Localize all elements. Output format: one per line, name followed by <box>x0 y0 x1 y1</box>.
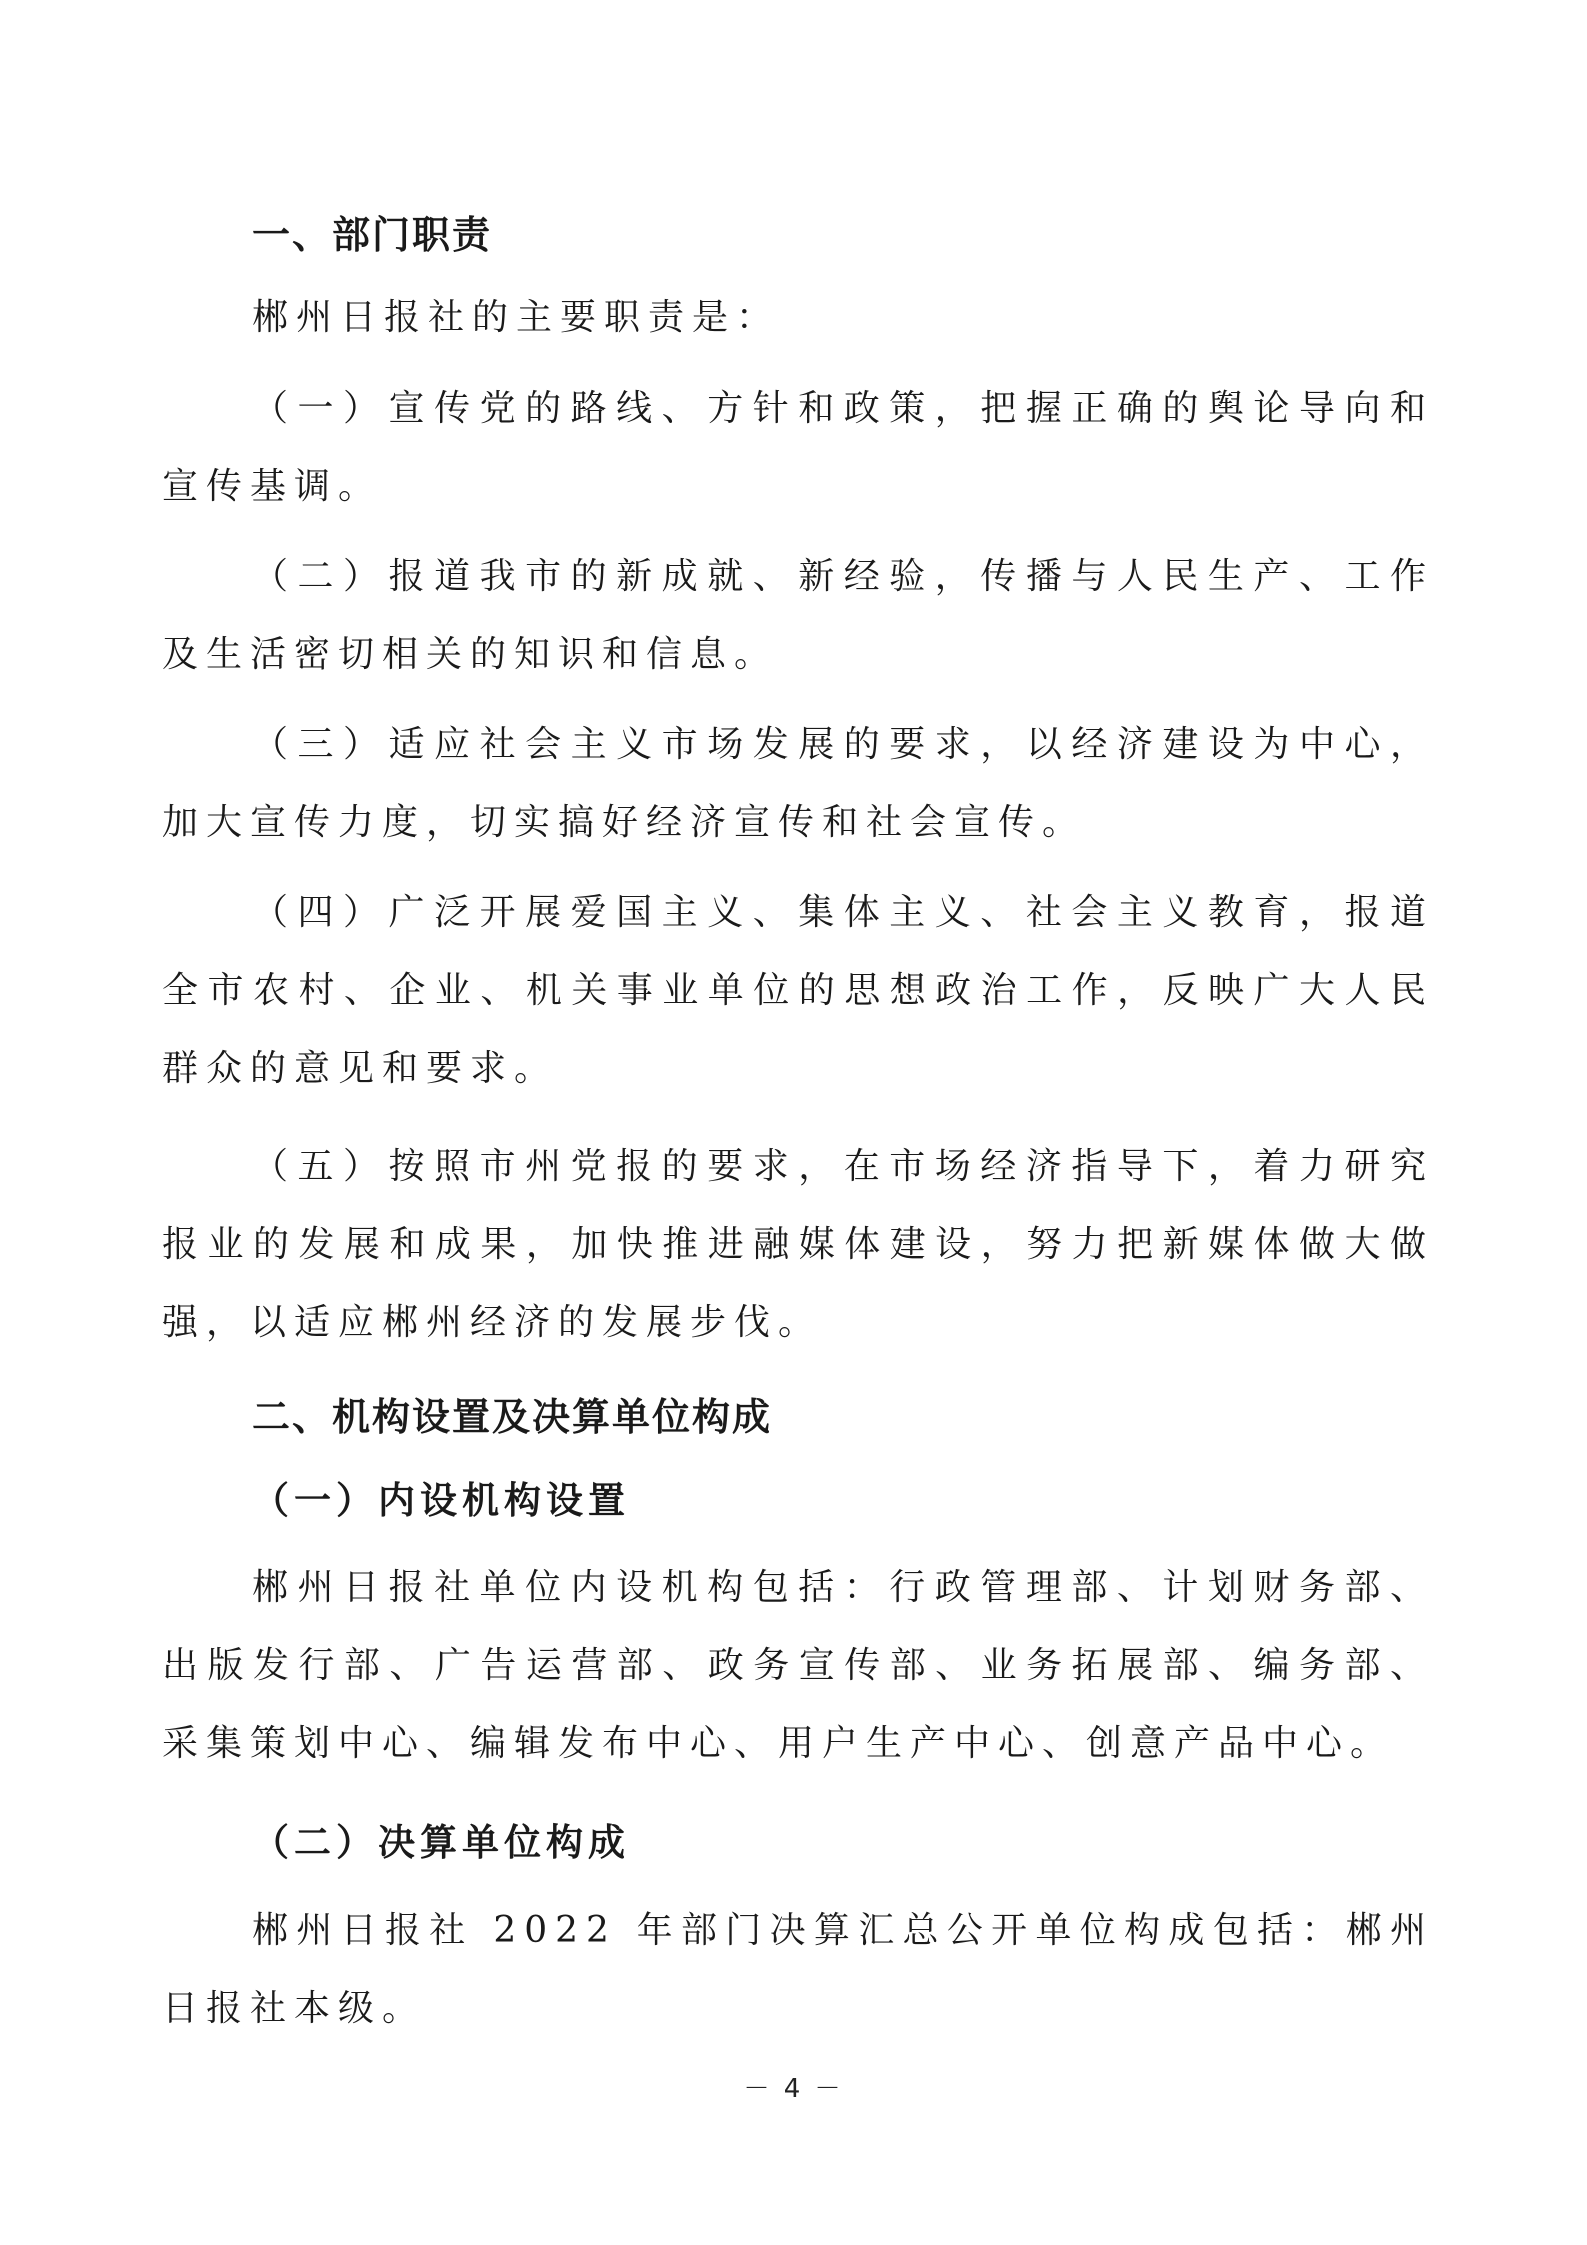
page-number: － 4 － <box>743 2074 844 2104</box>
internal-structure-text: 郴州日报社单位内设机构包括：行政管理部、计划财务部、出版发行部、广告运营部、政务宣传部、业务拓展部、编务部、采集策划中心、编辑发布中心、用户生产中心、创意产品中心。 <box>162 1567 1434 1764</box>
duty-item-3: （三）适应社会主义市场发展的要求，以经济建设为中心，加大宣传力度，切实搞好经济宣传和社会宣传。 <box>162 724 1434 843</box>
duty-item-4: （四）广泛开展爱国主义、集体主义、社会主义教育，报道全市农村、企业、机关事业单位的思想政治工作，反映广大人民群众的意见和要求。 <box>162 892 1434 1089</box>
section-heading-organization: 二、机构设置及决算单位构成 <box>252 1395 773 1439</box>
subsection-heading-budget-units: （二）决算单位构成 <box>252 1820 630 1864</box>
duty-item-2: （二）报道我市的新成就、新经验，传播与人民生产、工作及生活密切相关的知识和信息。 <box>162 556 1434 675</box>
budget-units-text: 郴州日报社 2022 年部门决算汇总公开单位构成包括：郴州日报社本级。 <box>162 1910 1434 2029</box>
duties-intro: 郴州日报社的主要职责是： <box>252 297 781 338</box>
duty-item-1: （一）宣传党的路线、方针和政策，把握正确的舆论导向和宣传基调。 <box>162 388 1434 507</box>
duty-item-5: （五）按照市州党报的要求，在市场经济指导下，着力研究报业的发展和成果，加快推进融媒体建设，努力把新媒体做大做强，以适应郴州经济的发展步伐。 <box>162 1146 1434 1343</box>
subsection-heading-internal-structure: （一）内设机构设置 <box>252 1478 630 1522</box>
section-heading-duties: 一、部门职责 <box>252 213 493 257</box>
